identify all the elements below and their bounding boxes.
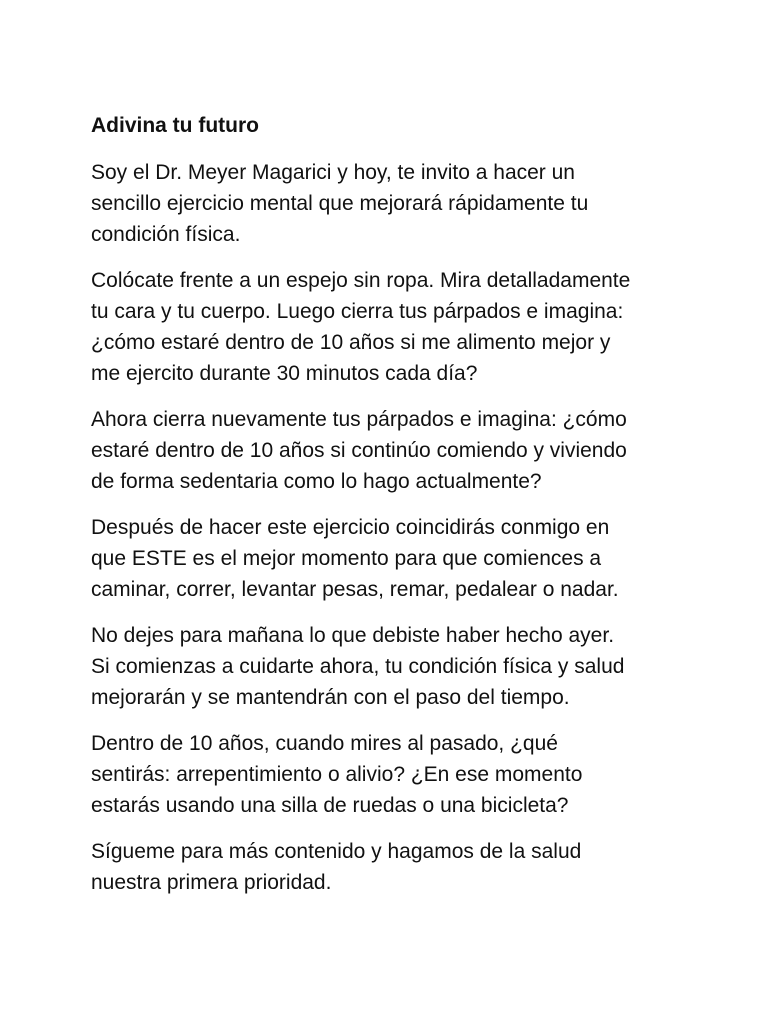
paragraph-7: Sígueme para más contenido y hagamos de la salud nuestra primera prioridad. bbox=[91, 840, 582, 894]
paragraph-2: Colócate frente a un espejo sin ropa. Mira detalladamente tu cara y tu cuerpo. Luego cierra tus párpados e imagina: ¿cómo estaré dentro de 10 años si me alimento mejor y me ejercito durante 30 minutos cada día? bbox=[91, 269, 631, 385]
paragraph-6: Dentro de 10 años, cuando mires al pasado, ¿qué sentirás: arrepentimiento o alivio? ¿En ese momento estarás usando una silla de ruedas o una bicicleta? bbox=[91, 732, 583, 817]
document-body bbox=[91, 112, 691, 913]
paragraph-4: Después de hacer este ejercicio coincidirás conmigo en que ESTE es el mejor momento para que comiences a caminar, correr, levantar pesas, remar, pedalear o nadar. bbox=[91, 516, 619, 601]
paragraph-5: No dejes para mañana lo que debiste haber hecho ayer. Si comienzas a cuidarte ahora, tu condición física y salud mejorarán y se mantendrán con el paso del tiempo. bbox=[91, 624, 625, 709]
paragraph-1: Soy el Dr. Meyer Magarici y hoy, te invito a hacer un sencillo ejercicio mental que mejorará rápidamente tu condición física. bbox=[91, 161, 589, 246]
paragraph-3: Ahora cierra nuevamente tus párpados e imagina: ¿cómo estaré dentro de 10 años si continúo comiendo y viviendo de forma sedentaria como lo hago actualmente? bbox=[91, 408, 627, 493]
document-title: Adivina tu futuro bbox=[91, 114, 259, 137]
